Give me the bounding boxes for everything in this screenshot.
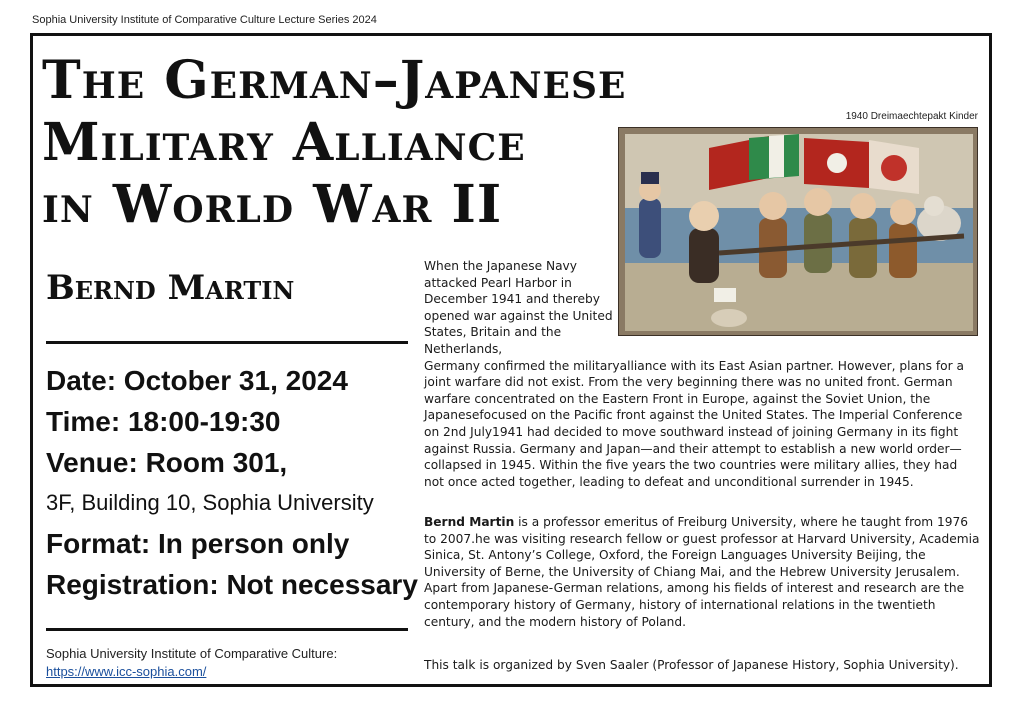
speaker-bio — [424, 514, 980, 630]
event-venue-detail: 3F, Building 10, Sophia University — [46, 490, 374, 515]
abstract-body: Germany confirmed the militaryalliance with its East Asian partner. However, plans for a joint warfare did not exist. From the very beginning there was no united front. German warfare concentrated on the Eastern Front in Europe, against the Soviet Union, the Japanesefocused on the Pacific front against the United States. The Imperial Conference on 2nd July1941 had decided to move southward instead of joining Germany in its fight against Russia. Germany and Japan—and their attempt to establish a new world order—collapsed in 1945. Within the five years the two countries were military allies, they had not once acted together, leading to defeat and unconditional surrender in 1945. — [424, 358, 964, 489]
title-line: Military Alliance — [42, 112, 526, 173]
institute-footer — [46, 645, 416, 681]
lecture-title — [42, 50, 662, 236]
event-date: Date: October 31, 2024 — [46, 365, 348, 396]
bio-name: Bernd Martin — [424, 515, 515, 529]
lecture-series-label: Sophia University Institute of Comparative Culture Lecture Series 2024 — [32, 14, 377, 26]
institute-label: Sophia University Institute of Comparative Culture: — [46, 646, 338, 661]
divider — [46, 341, 408, 344]
institute-link[interactable]: https://www.icc-sophia.com/ — [46, 664, 207, 679]
lecture-abstract — [424, 258, 980, 490]
event-registration: Registration: Not necessary — [46, 569, 418, 600]
title-line: in World War II — [42, 174, 503, 235]
abstract-intro: When the Japanese Navy attacked Pearl Harbor in December 1941 and thereby opened war against the United States, Britain and the Netherlands, — [424, 259, 613, 356]
image-caption: 1940 Dreimaechtepakt Kinder — [845, 111, 978, 122]
event-format: Format: In person only — [46, 528, 350, 559]
event-time: Time: 18:00-19:30 — [46, 406, 281, 437]
divider — [46, 628, 408, 631]
speaker-name: Bernd Martin — [46, 268, 295, 308]
title-line: The German–Japanese — [42, 50, 627, 111]
bio-text: is a professor emeritus of Freiburg University, where he taught from 1976 to 2007.he was visiting research fellow or guest professor at Harvard University, Academia Sinica, St. Antony’s College, Oxford, the Foreign Languages University Beijing, the University of Berne, the University of Chiang Mai, and the Hebrew University Jerusalem. Apart from Japanese-German relations, among his fields of interest and research are the contemporary history of Germany, history of international relations in the twentieth century, and the modern history of Poland. — [424, 515, 980, 629]
organizer-note: This talk is organized by Sven Saaler (Professor of Japanese History, Sophia University). — [424, 658, 959, 672]
event-venue: Venue: Room 301, — [46, 447, 288, 478]
event-info — [46, 360, 416, 605]
